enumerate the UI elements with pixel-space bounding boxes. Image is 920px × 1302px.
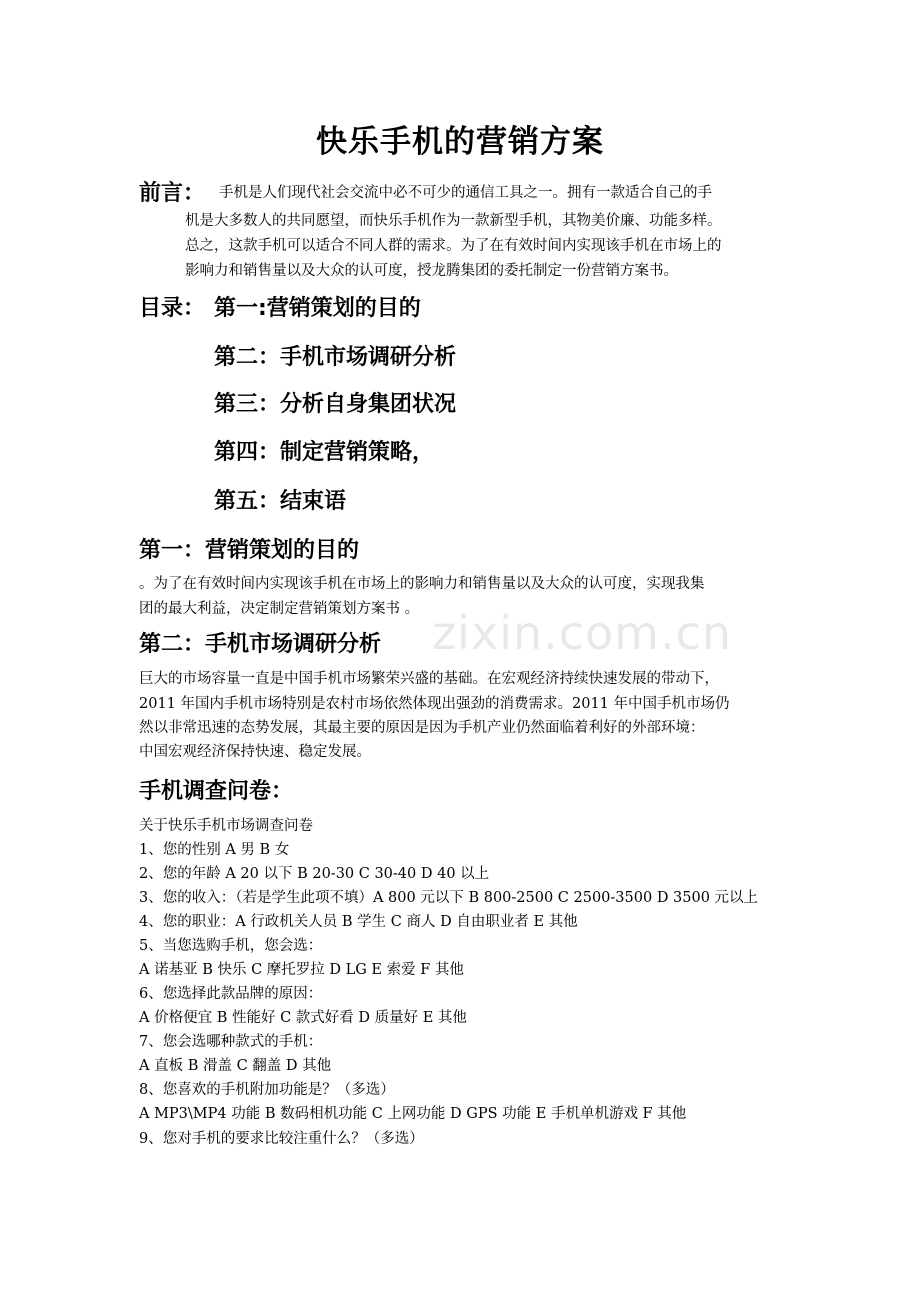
survey-line: A 直板 B 滑盖 C 翻盖 D 其他 (139, 1058, 332, 1074)
section-text-line: 巨大的市场容量一直是中国手机市场繁荣兴盛的基础。在宏观经济持续快速发展的带动下， (139, 671, 719, 687)
toc-item: 第一:营销策划的目的 (214, 296, 421, 321)
section-text-line: 中国宏观经济保持快速、稳定发展。 (139, 744, 371, 760)
survey-line: 5、当您选购手机，您会选： (139, 938, 323, 954)
survey-line: 关于快乐手机市场调查问卷 (139, 818, 313, 834)
watermark-text: zixin.com.cn (432, 606, 733, 660)
preface-line: 机是大多数人的共同愿望，而快乐手机作为一款新型手机，其物美价廉、功能多样。 (185, 213, 722, 229)
preface-line: 总之，这款手机可以适合不同人群的需求。为了在有效时间内实现该手机在市场上的 (185, 238, 722, 254)
section-heading: 第二：手机市场调研分析 (139, 632, 382, 657)
survey-line: 8、您喜欢的手机附加功能是？（多选） (139, 1082, 395, 1098)
toc-label: 目录： (139, 296, 206, 321)
survey-line: 1、您的性别 A 男 B 女 (139, 842, 290, 858)
survey-line: A 价格便宜 B 性能好 C 款式好看 D 质量好 E 其他 (139, 1010, 467, 1026)
toc-item: 第三：分析自身集团状况 (214, 392, 457, 417)
preface-label: 前言： (139, 181, 206, 206)
preface-line: 影响力和销售量以及大众的认可度，授龙腾集团的委托制定一份营销方案书。 (185, 263, 678, 279)
section-text-line: 然以非常迅速的态势发展，其最主要的原因是因为手机产业仍然面临着利好的外部环境： (139, 720, 705, 736)
survey-line: A MP3\MP4 功能 B 数码相机功能 C 上网功能 D GPS 功能 E 手机单机游戏 F 其他 (139, 1106, 687, 1122)
survey-line: A 诺基亚 B 快乐 C 摩托罗拉 D LG E 索爱 F 其他 (139, 962, 464, 978)
section-text-line: 2011 年国内手机市场特别是农村市场依然体现出强劲的消费需求。2011 年中国手机市场仍 (139, 696, 730, 712)
toc-item: 第五：结束语 (214, 489, 347, 514)
preface-line: 手机是人们现代社会交流中必不可少的通信工具之一。拥有一款适合自己的手 (219, 185, 712, 201)
survey-line: 3、您的收入：（若是学生此项不填）A 800 元以下 B 800-2500 C 2500-3500 D 3500 元以上 (139, 890, 759, 906)
survey-line: 7、您会选哪种款式的手机： (139, 1034, 323, 1050)
section-text-line: 团的最大利益，决定制定营销策划方案书 。 (139, 601, 420, 617)
toc-item: 第四：制定营销策略， (214, 440, 435, 465)
document-title: 快乐手机的营销方案 (316, 124, 604, 160)
survey-line: 9、您对手机的要求比较注重什么？（多选） (139, 1131, 424, 1147)
survey-line: 6、您选择此款品牌的原因： (139, 986, 323, 1002)
survey-line: 2、您的年龄 A 20 以下 B 20-30 C 30-40 D 40 以上 (139, 866, 490, 882)
section-heading: 第一：营销策划的目的 (139, 538, 360, 563)
survey-heading: 手机调查问卷： (139, 779, 294, 804)
section-text-line: 。为了在有效时间内实现该手机在市场上的影响力和销售量以及大众的认可度，实现我集 (139, 576, 705, 592)
toc-item: 第二：手机市场调研分析 (214, 345, 457, 370)
survey-line: 4、您的职业：A 行政机关人员 B 学生 C 商人 D 自由职业者 E 其他 (139, 914, 578, 930)
